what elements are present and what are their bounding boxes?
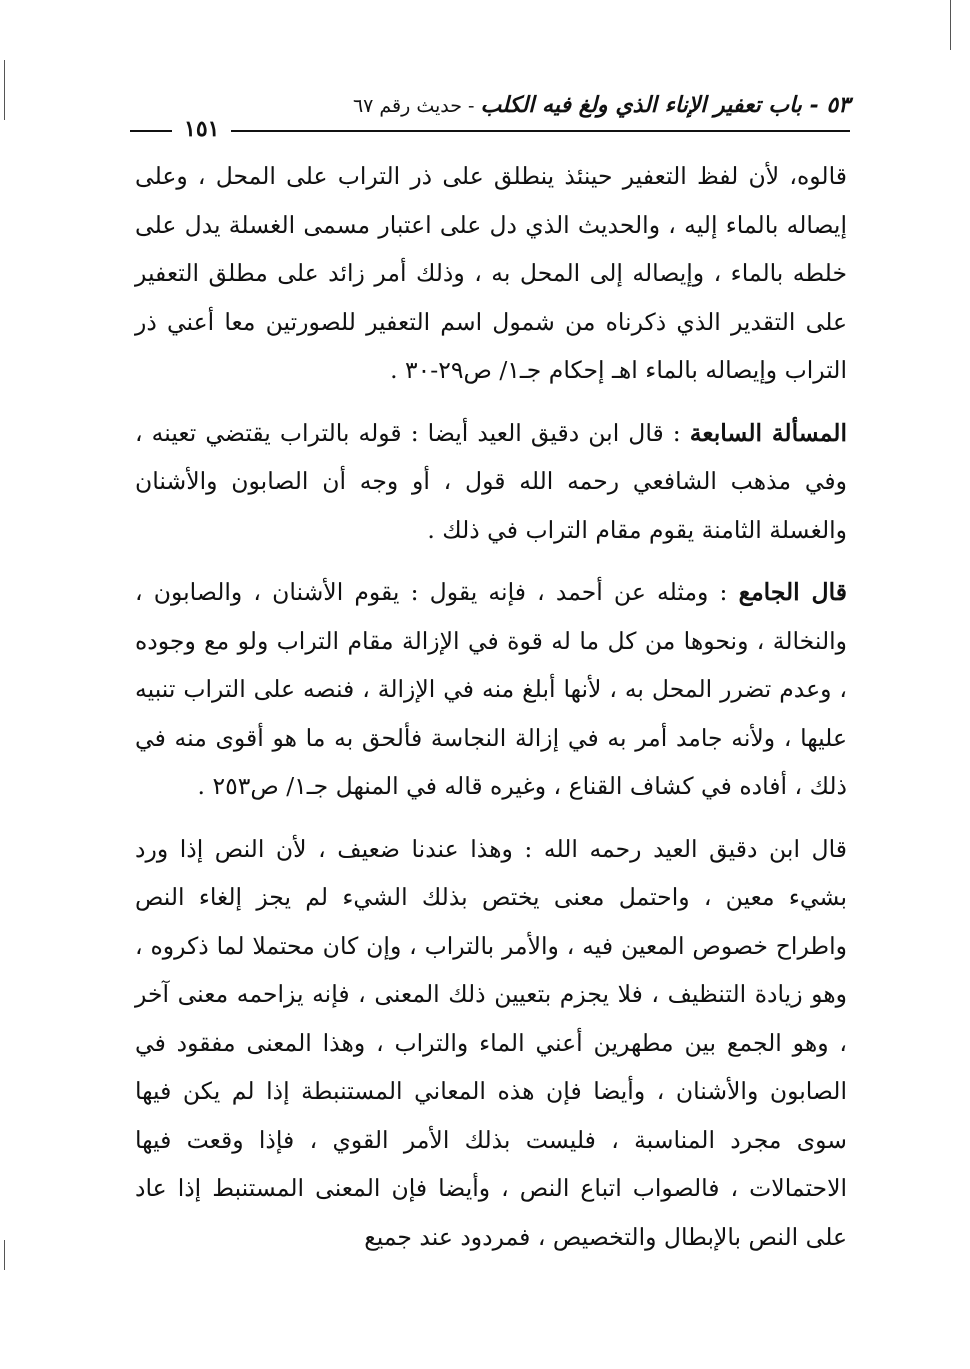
scan-edge-mark-top — [950, 0, 951, 50]
hadith-reference: - حديث رقم ٦٧ — [352, 95, 481, 117]
scan-edge-mark-left — [4, 60, 5, 120]
paragraph-1-text: قالوه، لأن لفظ التعفير حينئذ ينطلق على ذر التراب على المحل ، وعلى إيصاله بالماء إليه ، والحديث الذي دل على اعتبار مسمى الغسلة يدل على خلطه بالماء ، وإيصاله إلى المحل به ، وذلك أمر زائد على مطلق التعفير على التقدير الذي ذكرناه من شمول اسم التعفير للصورتين معا أعني ذر التراب وإيصاله بالماء اهـ إحكام جـ١/ ص٢٩-٣٠ . — [135, 162, 847, 384]
paragraph-2-heading: المسألة السابعة — [689, 418, 847, 447]
chapter-title: ٥٣ - باب تعفير الإناء الذي ولغ فيه الكلب — [480, 92, 850, 118]
paragraph-3 — [135, 568, 847, 811]
paragraph-4-text: قال ابن دقيق العيد رحمه الله : وهذا عندنا ضعيف ، لأن النص إذا ورد بشيء معين ، واحتمل معنى يختص بذلك الشيء لم يجز إلغاء النص واطراح خصوص المعين فيه ، والأمر بالتراب ، وإن كان محتملا لما ذكروه ، وهو زيادة التنظيف ، فلا يجزم بتعيين ذلك المعنى ، فإنه يزاحمه معنى آخر ، وهو الجمع بين مطهرين أعني الماء والتراب ، وهذا المعنى مفقود في الصابون والأشنان ، وأيضا فإن هذه المعاني المستنبطة إذا لم يكن فيها سوى مجرد المناسبة ، فليست بذلك الأمر القوي ، فإذا وقعت فيها الاحتمالات ، فالصواب اتباع النص ، وأيضا فإن المعنى المستنبط إذا عاد على النص بالإبطال والتخصيص ، فمردود عند جميع — [135, 834, 847, 1251]
paragraph-4 — [135, 825, 847, 1262]
paragraph-1 — [135, 152, 847, 395]
paragraph-2-text: : قال ابن دقيق العيد أيضا : قوله بالتراب يقتضي تعينه ، وفي مذهب الشافعي رحمه الله قول ، أو وجه أن الصابون والأشنان والغسلة الثامنة يقوم مقام التراب في ذلك . — [135, 418, 847, 544]
header-rule — [130, 130, 850, 132]
running-title — [130, 92, 850, 118]
page-number: ١٥١ — [172, 116, 231, 142]
page-header — [130, 92, 850, 142]
paragraph-2 — [135, 409, 847, 555]
paragraph-3-heading: قال الجامع — [738, 578, 848, 606]
page-body — [135, 152, 847, 1261]
scan-edge-mark-bottom — [4, 1240, 5, 1270]
paragraph-3-text: : ومثله عن أحمد ، فإنه يقول : يقوم الأشنان ، والصابون ، والنخالة ، ونحوها من كل ما له قوة في الإزالة مقام التراب ولو مع وجوده ، وعدم تضرر المحل به ، لأنها أبلغ منه في الإزالة ، فنصه على التراب تنبيه عليها ، ولأنه جامد أمر به في إزالة النجاسة فألحق به ما هو أقوى منه في ذلك ، أفاده في كشاف القناع ، وغيره قاله في المنهل جـ١/ ص٢٥٣ . — [135, 578, 847, 800]
